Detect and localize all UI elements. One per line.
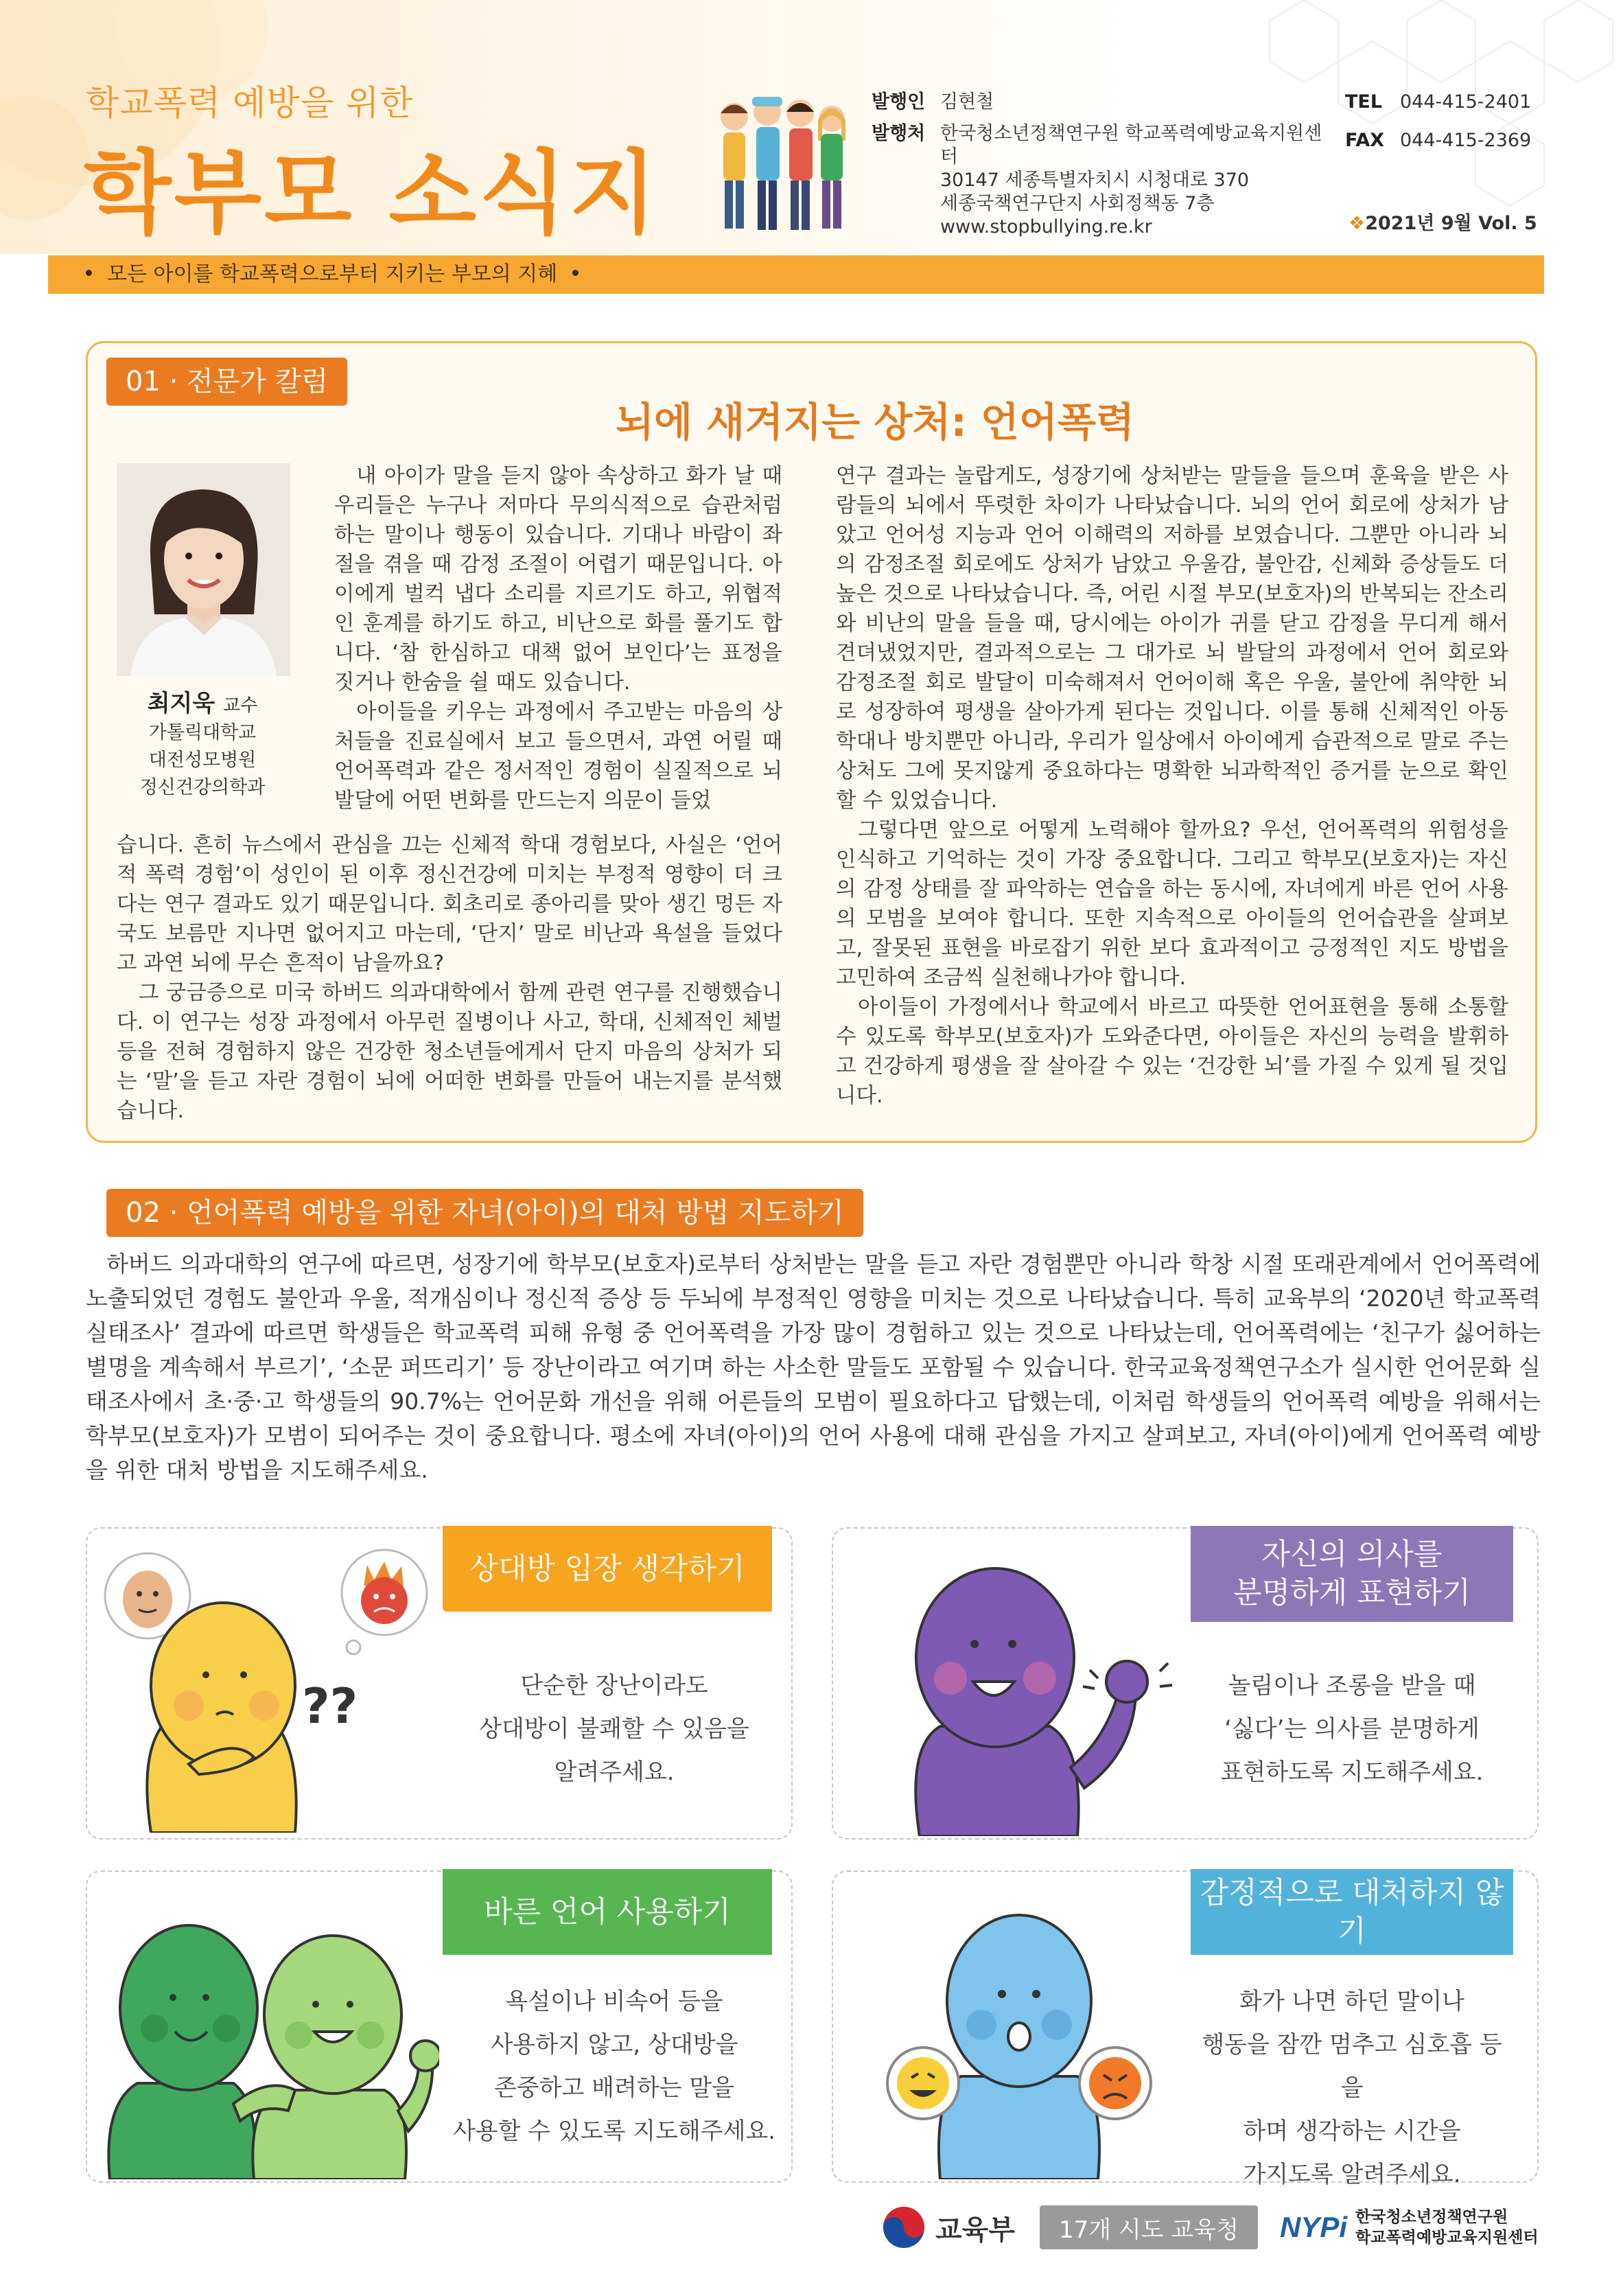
- nypi-org-name: 한국청소년정책연구원: [1355, 2208, 1508, 2226]
- ministry-logo: [882, 2203, 1015, 2251]
- tip-line: 하며 생각하는 시간을: [1243, 2118, 1461, 2145]
- thinking-child-illustration: [96, 1538, 432, 1833]
- tip-line: 존중하고 배려하는 말을: [493, 2074, 735, 2102]
- nypi-center-name: 학교폭력예방교육지원센터: [1355, 2229, 1539, 2247]
- tip-title-proper-language: 바른 언어 사용하기: [443, 1869, 772, 1955]
- paragraph: 하버드 의과대학의 연구에 따르면, 성장기에 학부모(보호자)로부터 상처받는 말을 듣고 자란 경험뿐만 아니라 학창 시절 또래관계에서 언어폭력에 노출되었던 경험도 불안과 우울, 적개심이나 정신적 증상 등 두뇌에 부정적인 영향을 미치는 것으로 나타났습니다. 특히 교육부의 ‘2020년 학교폭력 실태조사’ 결과에 따르면 학생들은 학교폭력 피해 유형 중 언어폭력을 가장 많이 경험하고 있는 것으로 나타났는데, 언어폭력에는 ‘친구가 싫어하는 별명을 계속해서 부르기’, ‘소문 퍼뜨리기’ 등 장난이라고 여기며 하는 사소한 말들도 포함될 수 있습니다. 한국교육정책연구소가 실시한 언어문화 실태조사에서 초·중·고 학생들의 90.7%는 언어문화 개선을 위해 어른들의 모범이 필요하다고 답했는데, 이처럼 학생들의 언어폭력 예방을 위해서는 학부모(보호자)가 모범이 되어주는 것이 중요합니다. 평소에 자녀(아이)의 언어 사용에 대해 관심을 가지고 살펴보고, 자녀(아이)에게 언어폭력 예방을 위한 대처 방법을 지도해주세요.: [86, 1251, 1541, 1483]
- tip-title-line: 분명하게 표현하기: [1233, 1576, 1471, 1610]
- author-name: 최지욱: [147, 690, 215, 717]
- issuer-address-1: 30147 세종특별자치시 시청대로 370: [940, 170, 1250, 191]
- issue-volume: [1348, 208, 1537, 235]
- column-text-right: [836, 461, 1508, 1111]
- contact-info: [1345, 91, 1551, 167]
- friends-illustration: [96, 1884, 439, 2179]
- confident-child-illustration: [872, 1541, 1180, 1836]
- children-group-illustration: [707, 79, 858, 240]
- tip-line: 상대방이 불쾌할 수 있음을: [479, 1715, 749, 1743]
- author-credit: [103, 690, 302, 802]
- tel-label: TEL: [1345, 91, 1383, 113]
- tip-body-express-clearly: [1191, 1665, 1513, 1794]
- tip-line: 화가 나면 하던 말이나: [1239, 1988, 1465, 2015]
- publication-info: [872, 91, 1324, 247]
- diamond-icon: ❖: [1348, 213, 1366, 234]
- author-affiliation-3: 정신건강의학과: [139, 777, 266, 798]
- ministry-name: 교육부: [935, 2214, 1015, 2246]
- paragraph: 내 아이가 말을 듣지 않아 속상하고 화가 날 때 우리들은 누구나 저마다 무의식적으로 습관처럼 하는 말이나 행동이 있습니다. 기대나 바람이 좌절을 겪을 때 감정 조절이 어렵기 때문입니다. 아이에게 벌컥 냅다 소리를 지르기도 하고, 위협적인 훈계를 하기도 하고, 비난으로 화를 풀기도 합니다. ‘참 한심하고 대책 없어 보인다’는 표정을 짓거나 한숨을 쉴 때도 있습니다.: [334, 464, 782, 695]
- author-affiliation-1: 가톨릭대학교: [148, 722, 257, 743]
- guide-intro: [86, 1247, 1541, 1487]
- tel-number: 044-415-2401: [1400, 91, 1532, 113]
- publisher-name: 김현철: [940, 91, 994, 113]
- paragraph: 아이들이 가정에서나 학교에서 바르고 따뜻한 언어표현을 통해 소통할 수 있도록 학부모(보호자)가 도와준다면, 아이들은 자신의 능력을 발휘하고 건강하게 평생을 잘 살아갈 수 있는 ‘건강한 뇌’를 가질 수 있게 될 것입니다.: [836, 995, 1508, 1108]
- tip-line: 행동을 잠깐 멈추고 심호흡 등을: [1202, 2031, 1502, 2102]
- tip-line: 알려주세요.: [554, 1759, 675, 1786]
- section-01-label: 01 · 전문가 칼럼: [106, 358, 347, 406]
- paragraph: 아이들을 키우는 과정에서 주고받는 마음의 상처들을 진료실에서 보고 들으면서, 과연 어릴 때 언어폭력과 같은 정서적인 경험이 실질적으로 뇌 발달에 어떤 변화를 만드는지 의문이 들었: [334, 700, 782, 813]
- author-photo: [117, 463, 290, 676]
- tip-title-express-clearly: [1191, 1526, 1513, 1622]
- fax-label: FAX: [1345, 130, 1385, 151]
- tip-line: 표현하도록 지도해주세요.: [1220, 1759, 1484, 1786]
- issuer-org: 한국청소년정책연구원 학교폭력예방교육지원센터: [940, 123, 1322, 167]
- publisher-label: 발행인: [872, 91, 926, 113]
- nypi-mark: NYPi: [1280, 2211, 1348, 2243]
- tip-line: 사용하지 않고, 상대방을: [490, 2031, 738, 2059]
- tip-body-consider-others: [453, 1665, 775, 1794]
- author-affiliation-2: 대전성모병원: [148, 750, 257, 771]
- tip-line: 놀림이나 조롱을 받을 때: [1228, 1672, 1476, 1700]
- website-link[interactable]: www.stopbullying.re.kr: [940, 216, 1152, 237]
- tip-line: 가지도록 알려주세요.: [1243, 2161, 1461, 2188]
- column-text-left-bottom: [117, 831, 782, 1126]
- taegeuk-icon: [882, 2205, 926, 2249]
- tip-body-stay-calm: [1191, 1980, 1513, 2196]
- masthead-kicker: 학교폭력 예방을 위한: [86, 83, 414, 123]
- fax-number: 044-415-2369: [1400, 130, 1532, 151]
- tip-title-line: 자신의 의사를: [1261, 1538, 1443, 1572]
- column-headline: 뇌에 새겨지는 상처: 언어폭력: [615, 399, 1135, 445]
- calm-child-illustration: [872, 1884, 1180, 2179]
- bullet-icon: [86, 270, 92, 276]
- masthead-title: 학부모 소식지: [84, 141, 660, 246]
- tip-line: ‘싫다’는 의사를 분명하게: [1224, 1715, 1480, 1743]
- paragraph: 연구 결과는 놀랍게도, 성장기에 상처받는 말들을 들으며 훈육을 받은 사람들의 뇌에서 뚜렷한 차이가 나타났습니다. 뇌의 언어 회로에 상처가 남았고 언어성 지능과 언어 이해력의 저하를 보였습니다. 그뿐만 아니라 뇌의 감정조절 회로에도 상처가 남았고 우울감, 불안감, 신체화 증상들도 더 높은 것으로 나타났습니다. 즉, 어린 시절 부모(보호자)의 반복되는 잔소리와 비난의 말을 들을 때, 당시에는 아이가 귀를 닫고 감정을 무디게 해서 견뎌냈었지만, 결과적으로는 그 대가로 뇌 발달의 과정에서 언어 회로와 감정조절 회로 발달이 미숙해져서 언어이해 혹은 우울, 불안에 취약한 뇌로 성장하여 평생을 살아가게 된다는 것입니다. 이를 통해 신체적인 아동학대나 방치뿐만 아니라, 우리가 일상에서 아이에게 습관적으로 말로 주는 상처도 그에 못지않게 중요하다는 명확한 뇌과학적인 증거를 눈으로 확인할 수 있었습니다.: [836, 464, 1508, 813]
- tagline-text: 모든 아이를 학교폭력으로부터 지키는 부모의 지혜: [107, 262, 558, 286]
- issuer-label: 발행처: [872, 123, 926, 144]
- issuer-address-2: 세종국책연구단지 사회정책동 7층: [940, 193, 1215, 214]
- tip-title-consider-others: 상대방 입장 생각하기: [443, 1526, 772, 1612]
- author-title: 교수: [223, 695, 258, 716]
- issue-date: 2021년 9월 Vol. 5: [1365, 213, 1537, 234]
- tip-line: 단순한 장난이라도: [520, 1672, 708, 1700]
- tagline-bar: [48, 255, 1544, 294]
- education-offices-badge: 17개 시도 교육청: [1040, 2205, 1258, 2249]
- section-02-label: 02 · 언어폭력 예방을 위한 자녀(아이)의 대처 방법 지도하기: [106, 1189, 863, 1237]
- tip-line: 욕설이나 비속어 등을: [505, 1988, 723, 2015]
- column-text-left-top: [334, 461, 782, 815]
- svg-text:??: ??: [302, 1678, 358, 1735]
- tip-body-proper-language: [446, 1980, 782, 2153]
- paragraph: 습니다. 흔히 뉴스에서 관심을 끄는 신체적 학대 경험보다, 사실은 ‘언어적 폭력 경험’이 성인이 된 이후 정신건강에 미치는 부정적 영향이 더 크다는 연구 결과도 있기 때문입니다. 회초리로 종아리를 맞아 생긴 멍든 자국도 보름만 지나면 없어지고 마는데, ‘단지’ 말로 비난과 욕설을 들었다고 과연 뇌에 무슨 흔적이 남을까요?: [117, 833, 782, 975]
- nypi-logo: [1280, 2203, 1539, 2251]
- tip-line: 사용할 수 있도록 지도해주세요.: [452, 2118, 776, 2145]
- bullet-icon: [572, 270, 579, 276]
- tip-title-stay-calm: 감정적으로 대처하지 않기: [1191, 1869, 1513, 1955]
- paragraph: 그렇다면 앞으로 어떻게 노력해야 할까요? 우선, 언어폭력의 위험성을 인식하고 기억하는 것이 가장 중요합니다. 그리고 학부모(보호자)는 자신의 감정 상태를 잘 파악하는 연습을 하는 동시에, 자녀에게 바른 언어 사용의 모범을 보여야 합니다. 또한 지속적으로 아이들의 언어습관을 살펴보고, 잘못된 표현을 바로잡기 위한 보다 효과적이고 긍정적인 지도 방법을 고민하여 조금씩 실천해나가야 합니다.: [836, 818, 1508, 990]
- paragraph: 그 궁금증으로 미국 하버드 의과대학에서 함께 관련 연구를 진행했습니다. 이 연구는 성장 과정에서 아무런 질병이나 사고, 학대, 신체적인 체벌 등을 전혀 경험하지 않은 건강한 청소년들에게서 단지 마음의 상처가 되는 ‘말’을 듣고 자란 경험이 뇌에 어떠한 변화를 만들어 내는지를 분석했습니다.: [117, 981, 782, 1123]
